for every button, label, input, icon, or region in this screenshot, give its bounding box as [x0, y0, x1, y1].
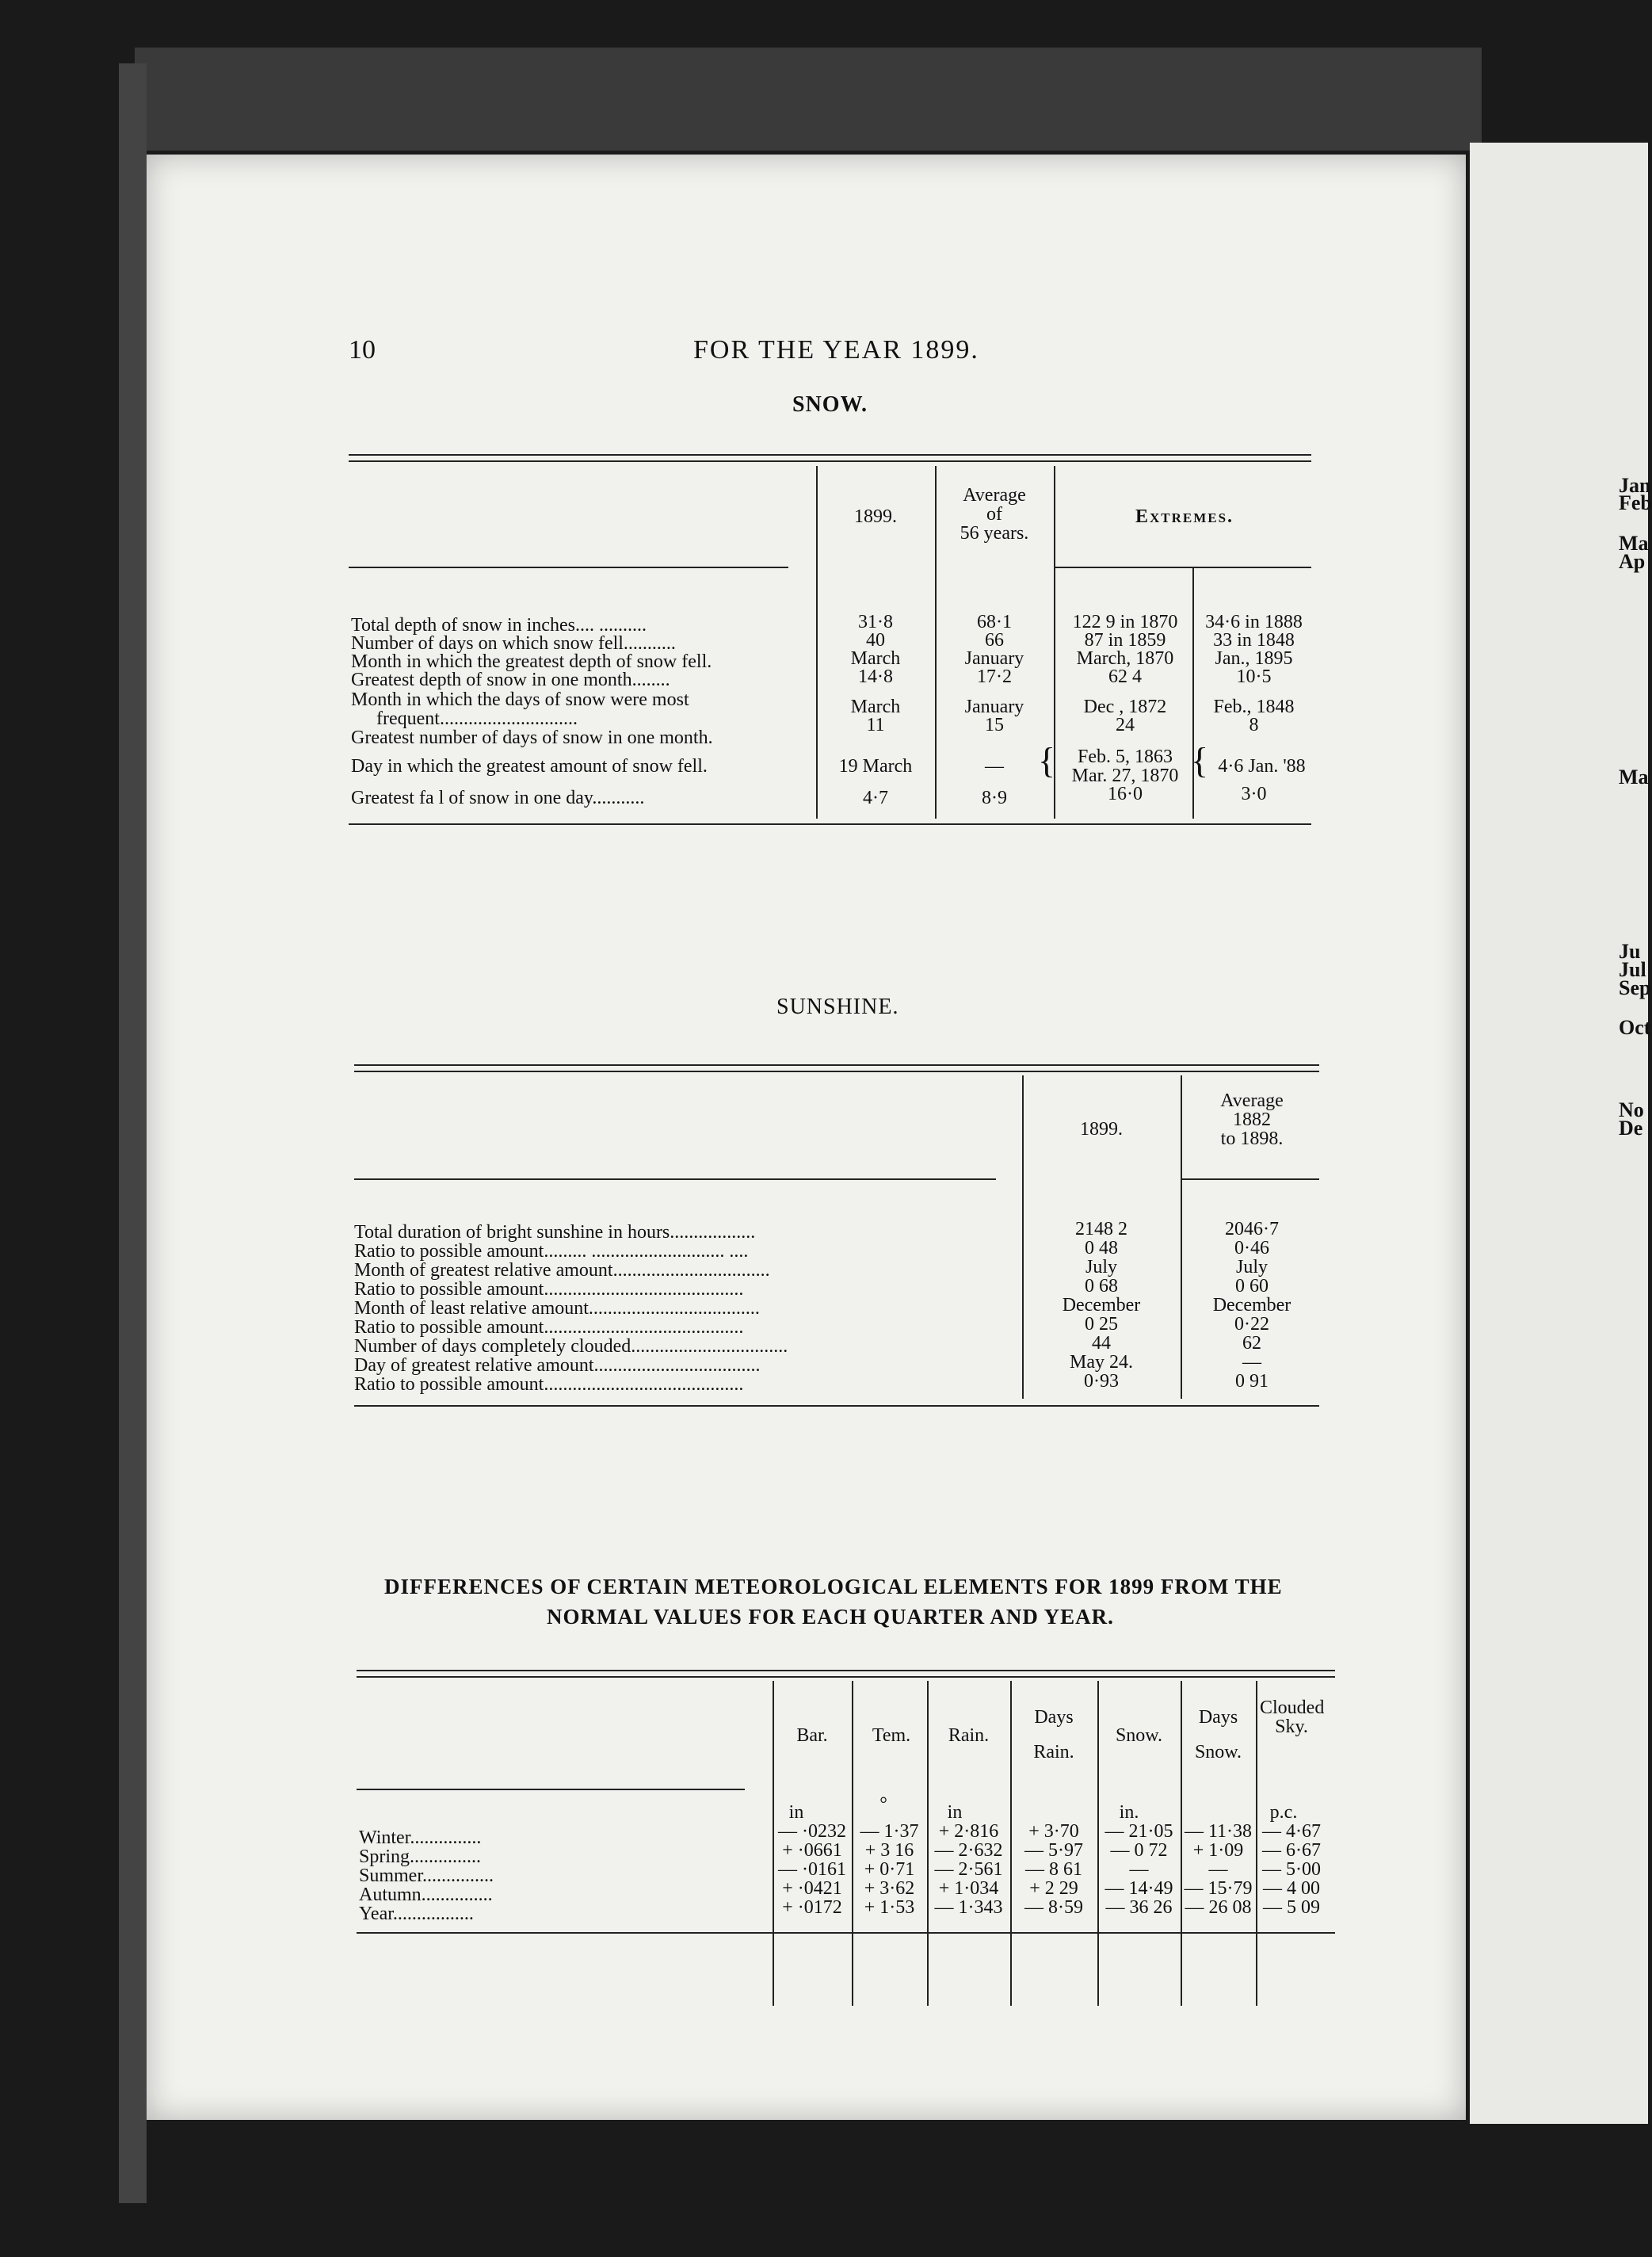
sunshine-col-average-line: 1882 [1233, 1109, 1271, 1130]
sunshine-bottom-rule [354, 1405, 1319, 1407]
sunshine-row-average: July [1235, 1257, 1268, 1277]
sunshine-row-label: Number of days completely clouded................................. [354, 1336, 788, 1357]
snow-row-extreme-high: Mar. 27, 1870 [1071, 766, 1179, 786]
snow-row-label: Day in which the greatest amount of snow fell. [351, 756, 708, 777]
sunshine-col-divider [1181, 1075, 1182, 1399]
facing-page-fragment: No [1619, 1098, 1644, 1121]
snow-row-1899: March [850, 697, 901, 717]
differences-cell: — 26 08 [1185, 1897, 1252, 1918]
sunshine-title: SUNSHINE. [776, 995, 899, 1019]
differences-cell: + 1·034 [938, 1878, 999, 1899]
snow-col-extremes: Extremes. [1135, 506, 1234, 527]
facing-page-fragment: Oct [1619, 1016, 1651, 1039]
snow-col-average [939, 486, 1050, 543]
sunshine-row-label: Ratio to possible amount.......................................... [354, 1279, 744, 1300]
differences-row-label: Autumn............... [359, 1885, 493, 1905]
differences-cell: + ·0661 [782, 1840, 842, 1861]
differences-cell: — 8 61 [1025, 1859, 1082, 1880]
differences-cell: — 2·632 [934, 1840, 1003, 1861]
snow-row-average: 68·1 [977, 612, 1012, 632]
differences-cell: — 21·05 [1105, 1821, 1173, 1842]
differences-cell: — 1·37 [860, 1821, 919, 1842]
differences-row-label: Winter............... [359, 1827, 482, 1848]
differences-cell: — ·0161 [778, 1859, 846, 1880]
differences-cell: — 5·97 [1024, 1840, 1083, 1861]
snow-row-extreme-low: Feb., 1848 [1213, 697, 1295, 717]
sunshine-top-rule [354, 1071, 1319, 1072]
sunshine-row-1899: July [1085, 1257, 1117, 1277]
sunshine-row-label: Ratio to possible amount.......................................... [354, 1374, 744, 1395]
snow-row-label: Month in which the days of snow were most [351, 689, 689, 710]
differences-header-rule [357, 1789, 745, 1790]
sunshine-top-rule [354, 1064, 1319, 1066]
snow-row-1899: 4·7 [863, 788, 888, 808]
snow-row-1899: 11 [866, 715, 885, 735]
snow-row-extreme-low: Jan., 1895 [1215, 648, 1293, 669]
sunshine-row-label: Month of least relative amount.................................... [354, 1298, 760, 1319]
scan-edge-left [119, 63, 147, 2203]
snow-row-average: January [964, 697, 1024, 717]
sunshine-row-label: Month of greatest relative amount................................. [354, 1260, 770, 1281]
differences-header: Days Snow. [1194, 1707, 1242, 1762]
facing-page-fragment: Ma [1619, 532, 1649, 555]
sunshine-row-average: December [1212, 1295, 1291, 1316]
snow-row-label: Total depth of snow in inches.... .......... [351, 615, 647, 636]
sunshine-row-1899: 0 68 [1085, 1276, 1118, 1297]
differences-cell: + 2·816 [938, 1821, 999, 1842]
facing-page-fragment: Jul [1619, 958, 1646, 981]
differences-cell: — 36 26 [1105, 1897, 1173, 1918]
snow-col-divider [935, 466, 937, 819]
differences-cell: + 0·71 [864, 1859, 915, 1880]
snow-row-extreme-high: 87 in 1859 [1084, 630, 1166, 651]
document-page [147, 155, 1466, 2120]
differences-cell: + 1·53 [864, 1897, 915, 1918]
sunshine-row-average: 0 91 [1235, 1371, 1269, 1392]
snow-col-average-line: 56 years. [960, 523, 1029, 544]
facing-page-fragment: De [1619, 1117, 1643, 1140]
sunshine-row-label: Total duration of bright sunshine in hours.................. [354, 1222, 756, 1243]
snow-row-label: Greatest fa l of snow in one day........... [351, 788, 645, 808]
snow-row-extreme-high: Dec , 1872 [1083, 697, 1167, 717]
sunshine-row-average: 0 60 [1235, 1276, 1269, 1297]
sunshine-row-1899: 0 25 [1085, 1314, 1118, 1335]
snow-row-extreme-low: 4·6 Jan. '88 [1218, 756, 1306, 777]
differences-top-rule [357, 1670, 1335, 1671]
snow-row-average: — [985, 756, 1004, 777]
snow-col-average-line: of [986, 504, 1002, 525]
snow-row-1899: 40 [866, 630, 885, 651]
differences-cell: + 3 16 [864, 1840, 914, 1861]
sunshine-col-average-line: to 1898. [1220, 1128, 1284, 1149]
snow-row-average: 15 [985, 715, 1004, 735]
differences-cell: — 0 72 [1110, 1840, 1168, 1861]
snow-col-divider [816, 466, 818, 819]
facing-page-fragment: Ma [1619, 766, 1649, 789]
differences-top-rule [357, 1676, 1335, 1678]
snow-row-1899: March [850, 648, 901, 669]
differences-unit: in [788, 1802, 804, 1823]
sunshine-row-1899: 0·93 [1084, 1371, 1119, 1392]
differences-cell: — 2·561 [934, 1859, 1003, 1880]
sunshine-row-1899: 44 [1092, 1333, 1111, 1354]
differences-cell: + 2 29 [1029, 1878, 1078, 1899]
differences-unit: in [947, 1802, 963, 1823]
snow-row-extreme-low: 8 [1249, 715, 1259, 735]
differences-cell: — 15·79 [1184, 1878, 1253, 1899]
differences-header: Bar. [796, 1725, 828, 1746]
differences-cell: — [1129, 1859, 1149, 1880]
snow-row-extreme-high: 62 4 [1108, 666, 1142, 687]
snow-row-label: frequent............................. [376, 708, 578, 729]
differences-header: Snow. [1115, 1725, 1163, 1746]
snow-row-extreme-low: 34·6 in 1888 [1205, 612, 1303, 632]
differences-row-label: Spring............... [359, 1846, 482, 1867]
sunshine-header-rule [354, 1178, 996, 1180]
page-number: 10 [349, 335, 376, 365]
snow-row-extreme-high: Feb. 5, 1863 [1078, 747, 1173, 767]
differences-cell: + ·0421 [782, 1878, 842, 1899]
differences-cell: — 4 00 [1263, 1878, 1320, 1899]
facing-page-fragment: Sep [1619, 976, 1651, 999]
facing-page-fragment: Feb [1619, 491, 1652, 514]
snow-row-label: Greatest number of days of snow in one month. [351, 728, 713, 748]
differences-cell: — 11·38 [1184, 1821, 1253, 1842]
snow-row-extreme-high: 16·0 [1108, 784, 1143, 804]
sunshine-row-label: Day of greatest relative amount................................... [354, 1355, 761, 1376]
snow-row-extreme-high: March, 1870 [1076, 648, 1174, 669]
differences-cell: + 1·09 [1192, 1840, 1244, 1861]
differences-row-label: Summer............... [359, 1866, 494, 1886]
differences-header: Tem. [872, 1725, 911, 1746]
sunshine-col-divider [1022, 1075, 1024, 1399]
differences-unit: p.c. [1269, 1802, 1298, 1823]
differences-title-line-1: DIFFERENCES OF CERTAIN METEOROLOGICAL ELEMENTS FOR 1899 FROM THE [384, 1575, 1283, 1598]
snow-row-extreme-high: 122 9 in 1870 [1072, 612, 1178, 632]
differences-cell: — [1208, 1859, 1228, 1880]
snow-bottom-rule [349, 823, 1311, 825]
sunshine-header-rule [1181, 1178, 1319, 1180]
sunshine-row-1899: May 24. [1070, 1352, 1133, 1373]
snow-row-average: January [964, 648, 1024, 669]
differences-cell: — 5·00 [1262, 1859, 1321, 1880]
snow-row-extreme-low: 33 in 1848 [1213, 630, 1295, 651]
snow-top-rule [349, 454, 1311, 456]
differences-cell: — 1·343 [934, 1897, 1003, 1918]
differences-unit: ° [879, 1794, 887, 1815]
snow-header-rule [349, 567, 788, 568]
differences-cell: — ·0232 [778, 1821, 846, 1842]
snow-row-average: 66 [985, 630, 1004, 651]
snow-col-average-line: Average [963, 485, 1026, 506]
differences-unit: in. [1119, 1802, 1139, 1823]
differences-header: Rain. [948, 1725, 990, 1746]
sunshine-row-average: 0·22 [1234, 1314, 1269, 1335]
differences-header: Clouded Sky. [1260, 1698, 1325, 1737]
snow-row-1899: 19 March [838, 756, 913, 777]
differences-row-label: Year................. [359, 1904, 474, 1924]
sunshine-row-average: — [1242, 1352, 1261, 1373]
snow-title: SNOW. [792, 392, 868, 417]
scan-edge-top [135, 48, 1482, 151]
snow-row-label: Month in which the greatest depth of snow fell. [351, 651, 712, 672]
snow-row-1899: 31·8 [858, 612, 893, 632]
sunshine-row-average: 2046·7 [1225, 1219, 1279, 1239]
snow-row-extreme-low: 10·5 [1236, 666, 1272, 687]
running-title: FOR THE YEAR 1899. [693, 335, 979, 365]
brace-mark: { [1038, 740, 1056, 781]
differences-cell: — 4·67 [1262, 1821, 1321, 1842]
differences-cell: — 14·49 [1105, 1878, 1173, 1899]
snow-row-average: 17·2 [977, 666, 1012, 687]
differences-cell: + ·0172 [782, 1897, 842, 1918]
snow-row-extreme-low: 3·0 [1241, 784, 1267, 804]
snow-header-rule [1054, 567, 1311, 568]
differences-bottom-rule [357, 1932, 1335, 1934]
sunshine-col-average [1185, 1091, 1319, 1148]
snow-top-rule [349, 460, 1311, 462]
facing-page-fragment: Ju [1619, 940, 1641, 963]
snow-row-1899: 14·8 [858, 666, 893, 687]
sunshine-col-1899: 1899. [1080, 1119, 1123, 1140]
facing-page-fragment: Jan [1619, 474, 1651, 497]
differences-cell: — 6·67 [1262, 1840, 1321, 1861]
snow-row-average: 8·9 [982, 788, 1007, 808]
snow-row-label: Number of days on which snow fell........... [351, 633, 676, 654]
brace-mark: { [1191, 740, 1209, 781]
differences-cell: — 8·59 [1024, 1897, 1083, 1918]
sunshine-row-average: 62 [1242, 1333, 1261, 1354]
sunshine-col-average-line: Average [1220, 1090, 1284, 1111]
sunshine-row-1899: 0 48 [1085, 1238, 1118, 1258]
differences-cell: — 5 09 [1263, 1897, 1320, 1918]
facing-page-fragment: Ap [1619, 550, 1646, 573]
snow-row-label: Greatest depth of snow in one month........ [351, 670, 670, 690]
sunshine-row-label: Ratio to possible amount.......................................... [354, 1317, 744, 1338]
snow-col-1899: 1899. [854, 506, 897, 527]
differences-header: Days Rain. [1033, 1707, 1074, 1762]
snow-col-divider [1192, 567, 1194, 819]
snow-row-extreme-high: 24 [1116, 715, 1135, 735]
sunshine-row-average: 0·46 [1234, 1238, 1269, 1258]
sunshine-row-1899: 2148 2 [1075, 1219, 1127, 1239]
facing-page [1470, 143, 1652, 2124]
differences-cell: + 3·70 [1028, 1821, 1079, 1842]
differences-title-line-2: NORMAL VALUES FOR EACH QUARTER AND YEAR. [547, 1605, 1114, 1629]
sunshine-row-label: Ratio to possible amount......... ............................ .... [354, 1241, 749, 1262]
sunshine-row-1899: December [1062, 1295, 1141, 1316]
differences-cell: + 3·62 [864, 1878, 915, 1899]
